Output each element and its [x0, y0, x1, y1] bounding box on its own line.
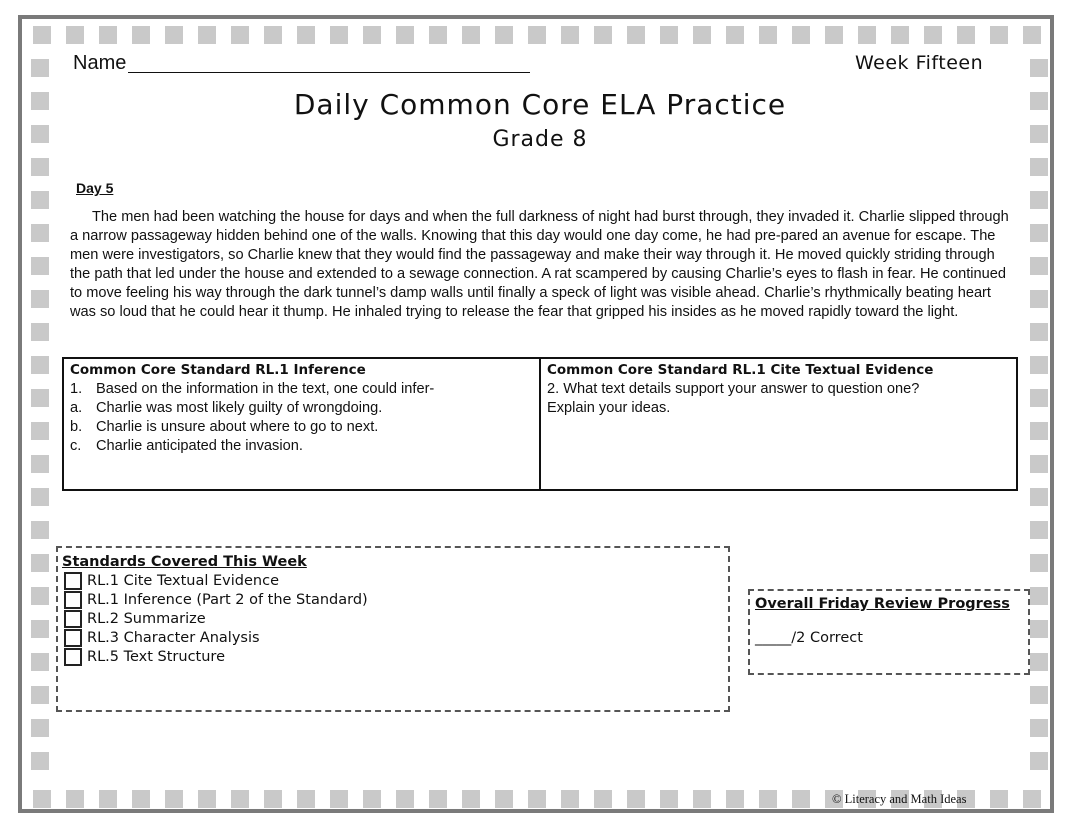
border-square [429, 26, 447, 44]
answer-choice-a[interactable] [70, 399, 533, 418]
border-square [31, 653, 49, 671]
border-square [264, 26, 282, 44]
border-square [594, 790, 612, 808]
border-square [1030, 59, 1048, 77]
border-square [99, 790, 117, 808]
border-square [363, 26, 381, 44]
choice-text: Charlie is unsure about where to go to next. [96, 419, 379, 435]
border-square [297, 26, 315, 44]
border-square [1030, 587, 1048, 605]
friday-review-title: Overall Friday Review Progress [755, 596, 1010, 612]
border-square [132, 26, 150, 44]
border-square [31, 323, 49, 341]
standard-item[interactable] [62, 571, 724, 590]
border-square [1030, 752, 1048, 770]
border-square [1030, 488, 1048, 506]
answer-choice-b[interactable] [70, 418, 533, 437]
border-square [495, 26, 513, 44]
border-square [31, 356, 49, 374]
standard-item[interactable] [62, 609, 724, 628]
question-two-heading: Common Core Standard RL.1 Cite Textual Evidence [547, 362, 934, 378]
question-one-heading: Common Core Standard RL.1 Inference [70, 362, 366, 378]
choice-text: Charlie anticipated the invasion. [96, 438, 303, 454]
border-square [1030, 389, 1048, 407]
checkbox[interactable] [64, 648, 82, 666]
grade-label: Grade 8 [492, 127, 588, 152]
name-label: Name [73, 52, 127, 74]
border-square [792, 26, 810, 44]
border-square [231, 790, 249, 808]
border-square [1030, 521, 1048, 539]
border-square [726, 26, 744, 44]
border-square [990, 26, 1008, 44]
border-square [31, 257, 49, 275]
standard-item[interactable] [62, 590, 724, 609]
border-square [396, 26, 414, 44]
border-square [297, 790, 315, 808]
standard-label: RL.3 Character Analysis [87, 629, 260, 646]
standard-label: RL.1 Cite Textual Evidence [87, 572, 279, 589]
border-square [495, 790, 513, 808]
border-square [33, 790, 51, 808]
border-square [1030, 323, 1048, 341]
border-square [594, 26, 612, 44]
question-one-prompt [70, 380, 533, 399]
border-square [31, 422, 49, 440]
border-square [693, 790, 711, 808]
border-square [165, 790, 183, 808]
border-square [66, 790, 84, 808]
checkbox[interactable] [64, 610, 82, 628]
border-square [528, 790, 546, 808]
border-square [231, 26, 249, 44]
border-square [31, 719, 49, 737]
standard-label: RL.2 Summarize [87, 610, 206, 627]
border-square [429, 790, 447, 808]
border-square [627, 790, 645, 808]
border-square [528, 26, 546, 44]
border-square [31, 455, 49, 473]
border-square [726, 790, 744, 808]
copyright-notice: © Literacy and Math Ideas [832, 792, 967, 806]
border-square [693, 26, 711, 44]
border-square [462, 26, 480, 44]
question-one-panel [64, 359, 539, 489]
border-square [31, 587, 49, 605]
name-field-line[interactable] [128, 72, 530, 73]
question-two-instruction: Explain your ideas. [547, 400, 671, 416]
choice-letter: b. [70, 419, 83, 435]
friday-review-box [748, 589, 1030, 675]
question-number: 1. [70, 381, 83, 397]
border-square [825, 26, 843, 44]
border-square [198, 26, 216, 44]
border-square [792, 790, 810, 808]
choice-letter: a. [70, 400, 83, 416]
page-title: Daily Common Core ELA Practice [293, 88, 787, 121]
choice-letter: c. [70, 438, 82, 454]
standards-title: Standards Covered This Week [62, 554, 307, 570]
border-square [132, 790, 150, 808]
border-square [264, 790, 282, 808]
border-square [990, 790, 1008, 808]
border-square [31, 488, 49, 506]
border-square [396, 790, 414, 808]
border-square [330, 790, 348, 808]
question-two-prompt: 2. What text details support your answer to question one? [547, 381, 920, 397]
question-text: Based on the information in the text, one could infer- [96, 381, 435, 397]
standard-label: RL.1 Inference (Part 2 of the Standard) [87, 591, 368, 608]
border-square [1030, 719, 1048, 737]
border-square [1030, 620, 1048, 638]
border-square [957, 26, 975, 44]
border-square [31, 224, 49, 242]
border-square [31, 389, 49, 407]
border-square [99, 26, 117, 44]
border-square [1030, 290, 1048, 308]
border-square [1030, 257, 1048, 275]
friday-review-score[interactable]: _____/2 Correct [755, 630, 863, 646]
border-square [31, 191, 49, 209]
border-square [31, 752, 49, 770]
border-square [165, 26, 183, 44]
standard-item[interactable] [62, 647, 724, 666]
border-square [1030, 455, 1048, 473]
border-square [1030, 191, 1048, 209]
border-square [1023, 790, 1041, 808]
week-label: Week Fifteen [855, 52, 984, 74]
border-square [462, 790, 480, 808]
border-square [660, 790, 678, 808]
border-square [561, 790, 579, 808]
border-square [31, 686, 49, 704]
border-square [1030, 224, 1048, 242]
border-square [66, 26, 84, 44]
checkbox[interactable] [64, 591, 82, 609]
border-square [31, 554, 49, 572]
border-square [330, 26, 348, 44]
border-square [1030, 158, 1048, 176]
standard-label: RL.5 Text Structure [87, 648, 225, 665]
standard-item[interactable] [62, 628, 724, 647]
day-heading: Day 5 [76, 180, 114, 196]
choice-text: Charlie was most likely guilty of wrongdoing. [96, 400, 383, 416]
border-square [1030, 356, 1048, 374]
border-square [1030, 653, 1048, 671]
border-square [31, 290, 49, 308]
question-two-panel[interactable] [539, 359, 1016, 489]
border-square [759, 26, 777, 44]
checkbox[interactable] [64, 572, 82, 590]
standards-box [56, 546, 730, 712]
border-square [858, 26, 876, 44]
border-square [33, 26, 51, 44]
border-square [1030, 686, 1048, 704]
border-square [759, 790, 777, 808]
answer-choice-c[interactable] [70, 437, 533, 456]
border-square [891, 26, 909, 44]
border-square [31, 158, 49, 176]
reading-passage: The men had been watching the house for days and when the full darkness of night had burst through, they invaded it. Charlie slipped through a narrow passageway hidden behind one of the walls. Knowing that this day would one day come, he had pre-pared an avenue for escape. The men were investigators, so Charlie knew that they would find the passageway and make their way through it. He moved quickly striding through the path that led under the house and extended to a sewage connection. A rat scampered by causing Charlie’s eyes to flash in fear. He continued to move feeling his way through the dark tunnel’s damp walls until finally a speck of light was visible ahead. Charlie’s rhythmically beating heart was so loud that he could hear it thump. He inhaled trying to release the fear that gripped his insides as he moved rapidly toward the light. [70, 209, 1009, 320]
border-square [660, 26, 678, 44]
border-square [561, 26, 579, 44]
border-square [31, 521, 49, 539]
checkbox[interactable] [64, 629, 82, 647]
border-square [198, 790, 216, 808]
border-square [31, 620, 49, 638]
border-square [31, 59, 49, 77]
border-square [1030, 422, 1048, 440]
questions-box [62, 357, 1018, 491]
border-square [1023, 26, 1041, 44]
border-square [627, 26, 645, 44]
border-square [924, 26, 942, 44]
border-square [1030, 554, 1048, 572]
border-square [363, 790, 381, 808]
